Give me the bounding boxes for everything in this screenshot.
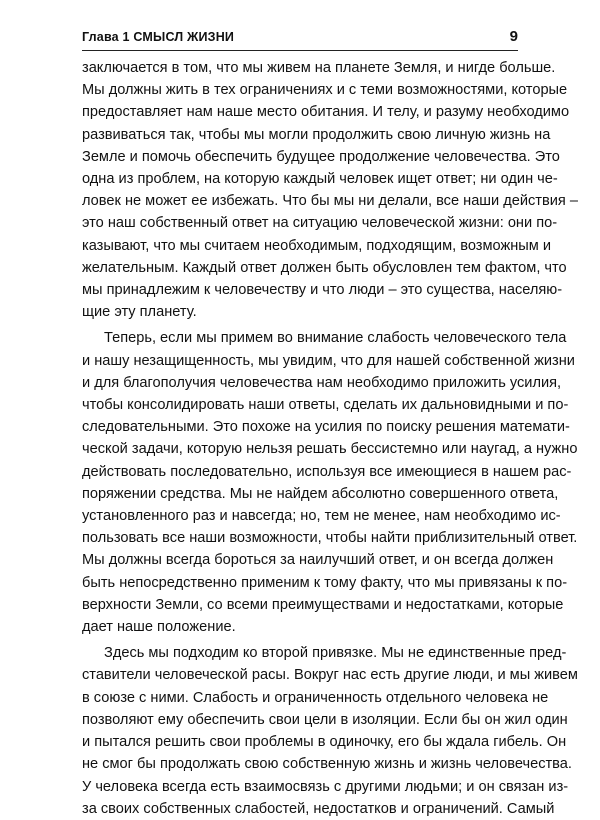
text-line: позволяют ему обеспечить свои цели в изоляции. Если бы он жил один <box>82 711 568 728</box>
text-line: Здесь мы подходим ко второй привязке. Мы не единственные пред- <box>104 645 567 662</box>
text-line: Мы должны жить в тех ограничениях и с теми возможностями, которые <box>82 82 568 99</box>
text-line: и пытался решить свои проблемы в одиночку, его бы ждала гибель. Он <box>82 734 567 751</box>
text-line: развиваться так, чтобы мы могли продолжить свою личную жизнь на <box>82 126 551 143</box>
text-line: не смог бы продолжать свою собственную жизнь и жизнь человечества. <box>82 756 572 773</box>
text-line: и для благополучия человечества нам необходимо приложить усилия, <box>82 374 562 391</box>
paragraph <box>82 327 578 638</box>
page-number: 9 <box>509 28 518 45</box>
text-line: установленного раз и навсегда; но, тем не менее, нам необходимо ис- <box>82 508 561 525</box>
text-line: за своих собственных слабостей, недостатков и ограничений. Самый <box>82 800 555 817</box>
running-header <box>82 28 518 51</box>
text-line: ловек не может ее избежать. Что бы мы ни делали, все наши действия – <box>82 193 578 210</box>
text-line: чтобы консолидировать наши ответы, сделать их дальновидными и по- <box>82 397 569 414</box>
text-line: заключается в том, что мы живем на планете Земля, и нигде больше. <box>82 60 556 76</box>
text-line: и нашу незащищенность, мы увидим, что для нашей собственной жизни <box>82 352 575 369</box>
text-line: У человека всегда есть взаимосвязь с другими людьми; и он связан из- <box>82 778 569 795</box>
text-line: ческой задачи, которую нельзя решать бессистемно или наугад, а нужно <box>82 441 578 458</box>
paragraph <box>82 642 578 820</box>
text-line: в союзе с ними. Слабость и ограниченность отдельного человека не <box>82 689 549 706</box>
body-text <box>82 57 578 820</box>
text-line: Мы должны всегда бороться за наилучший ответ, и он всегда должен <box>82 552 554 569</box>
text-line: щие эту планету. <box>82 304 197 321</box>
text-line: быть непосредственно применим к тому факту, что мы привязаны к по- <box>82 574 568 591</box>
paragraph <box>82 57 578 323</box>
text-line: действовать последовательно, используя все имеющиеся в нашем рас- <box>82 463 572 480</box>
text-line: одна из проблем, на которую каждый человек ищет ответ; ни один че- <box>82 171 558 188</box>
text-line: Теперь, если мы примем во внимание слабость человеческого тела <box>104 330 567 347</box>
text-line: мы принадлежим к человечеству и что люди – это существа, населяю- <box>82 282 563 299</box>
running-title: Глава 1 СМЫСЛ ЖИЗНИ <box>82 30 235 44</box>
text-line: желательным. Каждый ответ должен быть обусловлен тем фактом, что <box>82 259 567 276</box>
text-line: предоставляет нам наше место обитания. И телу, и разуму необходимо <box>82 104 570 121</box>
text-line: дает наше положение. <box>82 619 236 636</box>
text-line: пользовать все наши возможности, чтобы найти приблизительный ответ. <box>82 530 578 547</box>
text-line: это наш собственный ответ на ситуацию человеческой жизни: они по- <box>82 215 558 232</box>
text-line: верхности Земли, со всеми преимуществами и недостатками, которые <box>82 596 564 613</box>
text-line: Земле и помочь обеспечить будущее продолжение человечества. Это <box>82 148 560 165</box>
text-line: поряжении средства. Мы не найдем абсолютно совершенного ответа, <box>82 485 559 502</box>
text-line: казывают, что мы считаем необходимым, подходящим, возможным и <box>82 237 552 254</box>
text-line: следовательными. Это похоже на усилия по поиску решения математи- <box>82 419 570 436</box>
text-line: ставители человеческой расы. Вокруг нас есть другие люди, и мы живем <box>82 667 578 684</box>
